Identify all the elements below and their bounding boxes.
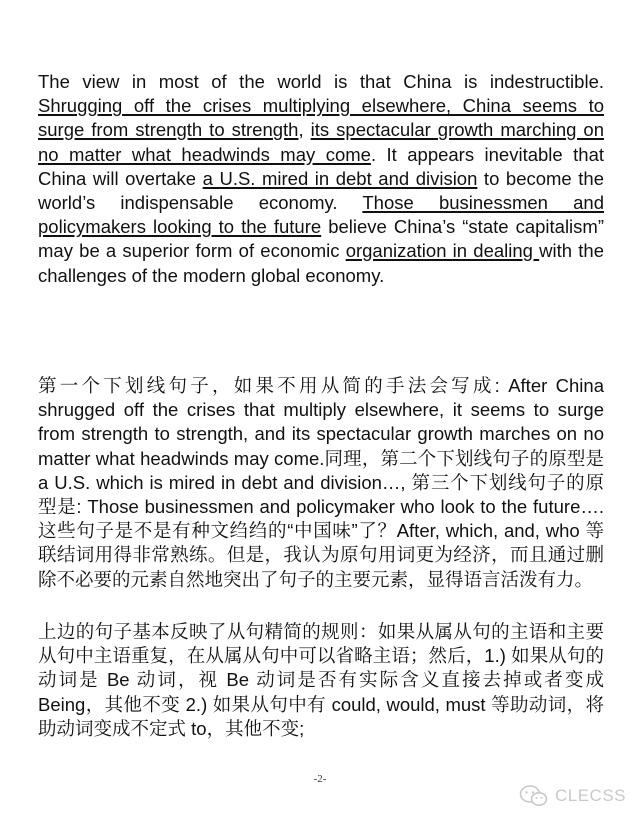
underlined-phrase-2: its spectacular growth marching on no matter what headwinds may come	[38, 119, 605, 165]
analysis-paragraph: 第一个下划线句子，如果不用从简的手法会写成: After China shrugged off the crises that multiply elsewhere, it seems to surge from strength to strength, and its spectacular growth marches on no matter what headwinds may come.同理，第二个下划线句子的原型是 a U.S. which is mired in debt and division…, 第三个下划线句子的原型是: Those businessmen and policymaker who look to the future…. 这些句子是不是有种文绉绉的“中国味”了？After, which, and, who 等联结词用得非常熟练。但是，我认为原句用词更为经济，而且通过删除不必要的元素自然地突出了句子的主要元素，显得语言活泼有力。	[38, 375, 604, 590]
sentence-text: The view in most of the world is that China is indestructible.	[38, 71, 604, 92]
watermark	[519, 784, 626, 808]
wechat-icon	[519, 784, 549, 808]
sentence-text: with the challenges of the modern global economy.	[38, 240, 604, 286]
underlined-phrase-3: a U.S. mired in debt and division	[202, 167, 478, 189]
rules-paragraph: 上边的句子基本反映了从句精简的规则：如果从属从句的主语和主要从句中主语重复，在从属从句中可以省略主语；然后，1.) 如果从句的动词是 Be 动词，视 Be 动词是否有实际含义直接去掉或者变成 Being，其他不变 2.) 如果从句中有 could, would, must 等助动词，将助动词变成不定式 to，其他不变;	[38, 621, 604, 739]
watermark-text: CLECSS	[554, 786, 626, 805]
underlined-phrase-1: Shrugging off the crises multiplying elsewhere, China seems to surge from strength to strength	[38, 95, 604, 141]
underlined-phrase-5: organization in dealing	[345, 240, 540, 262]
sentence-text: . It appears inevitable that China will overtake	[38, 143, 604, 189]
sentence-text: to become the world’s indispensable economy.	[38, 167, 604, 214]
english-paragraph	[38, 70, 604, 288]
sentence-text: believe China’s “state capitalism” may be a superior form of economic	[38, 216, 604, 262]
underlined-phrase-4: Those businessmen and policymakers looking to the future	[38, 192, 604, 238]
sentence-text: ,	[298, 119, 311, 141]
page-number: -2-	[313, 773, 327, 785]
